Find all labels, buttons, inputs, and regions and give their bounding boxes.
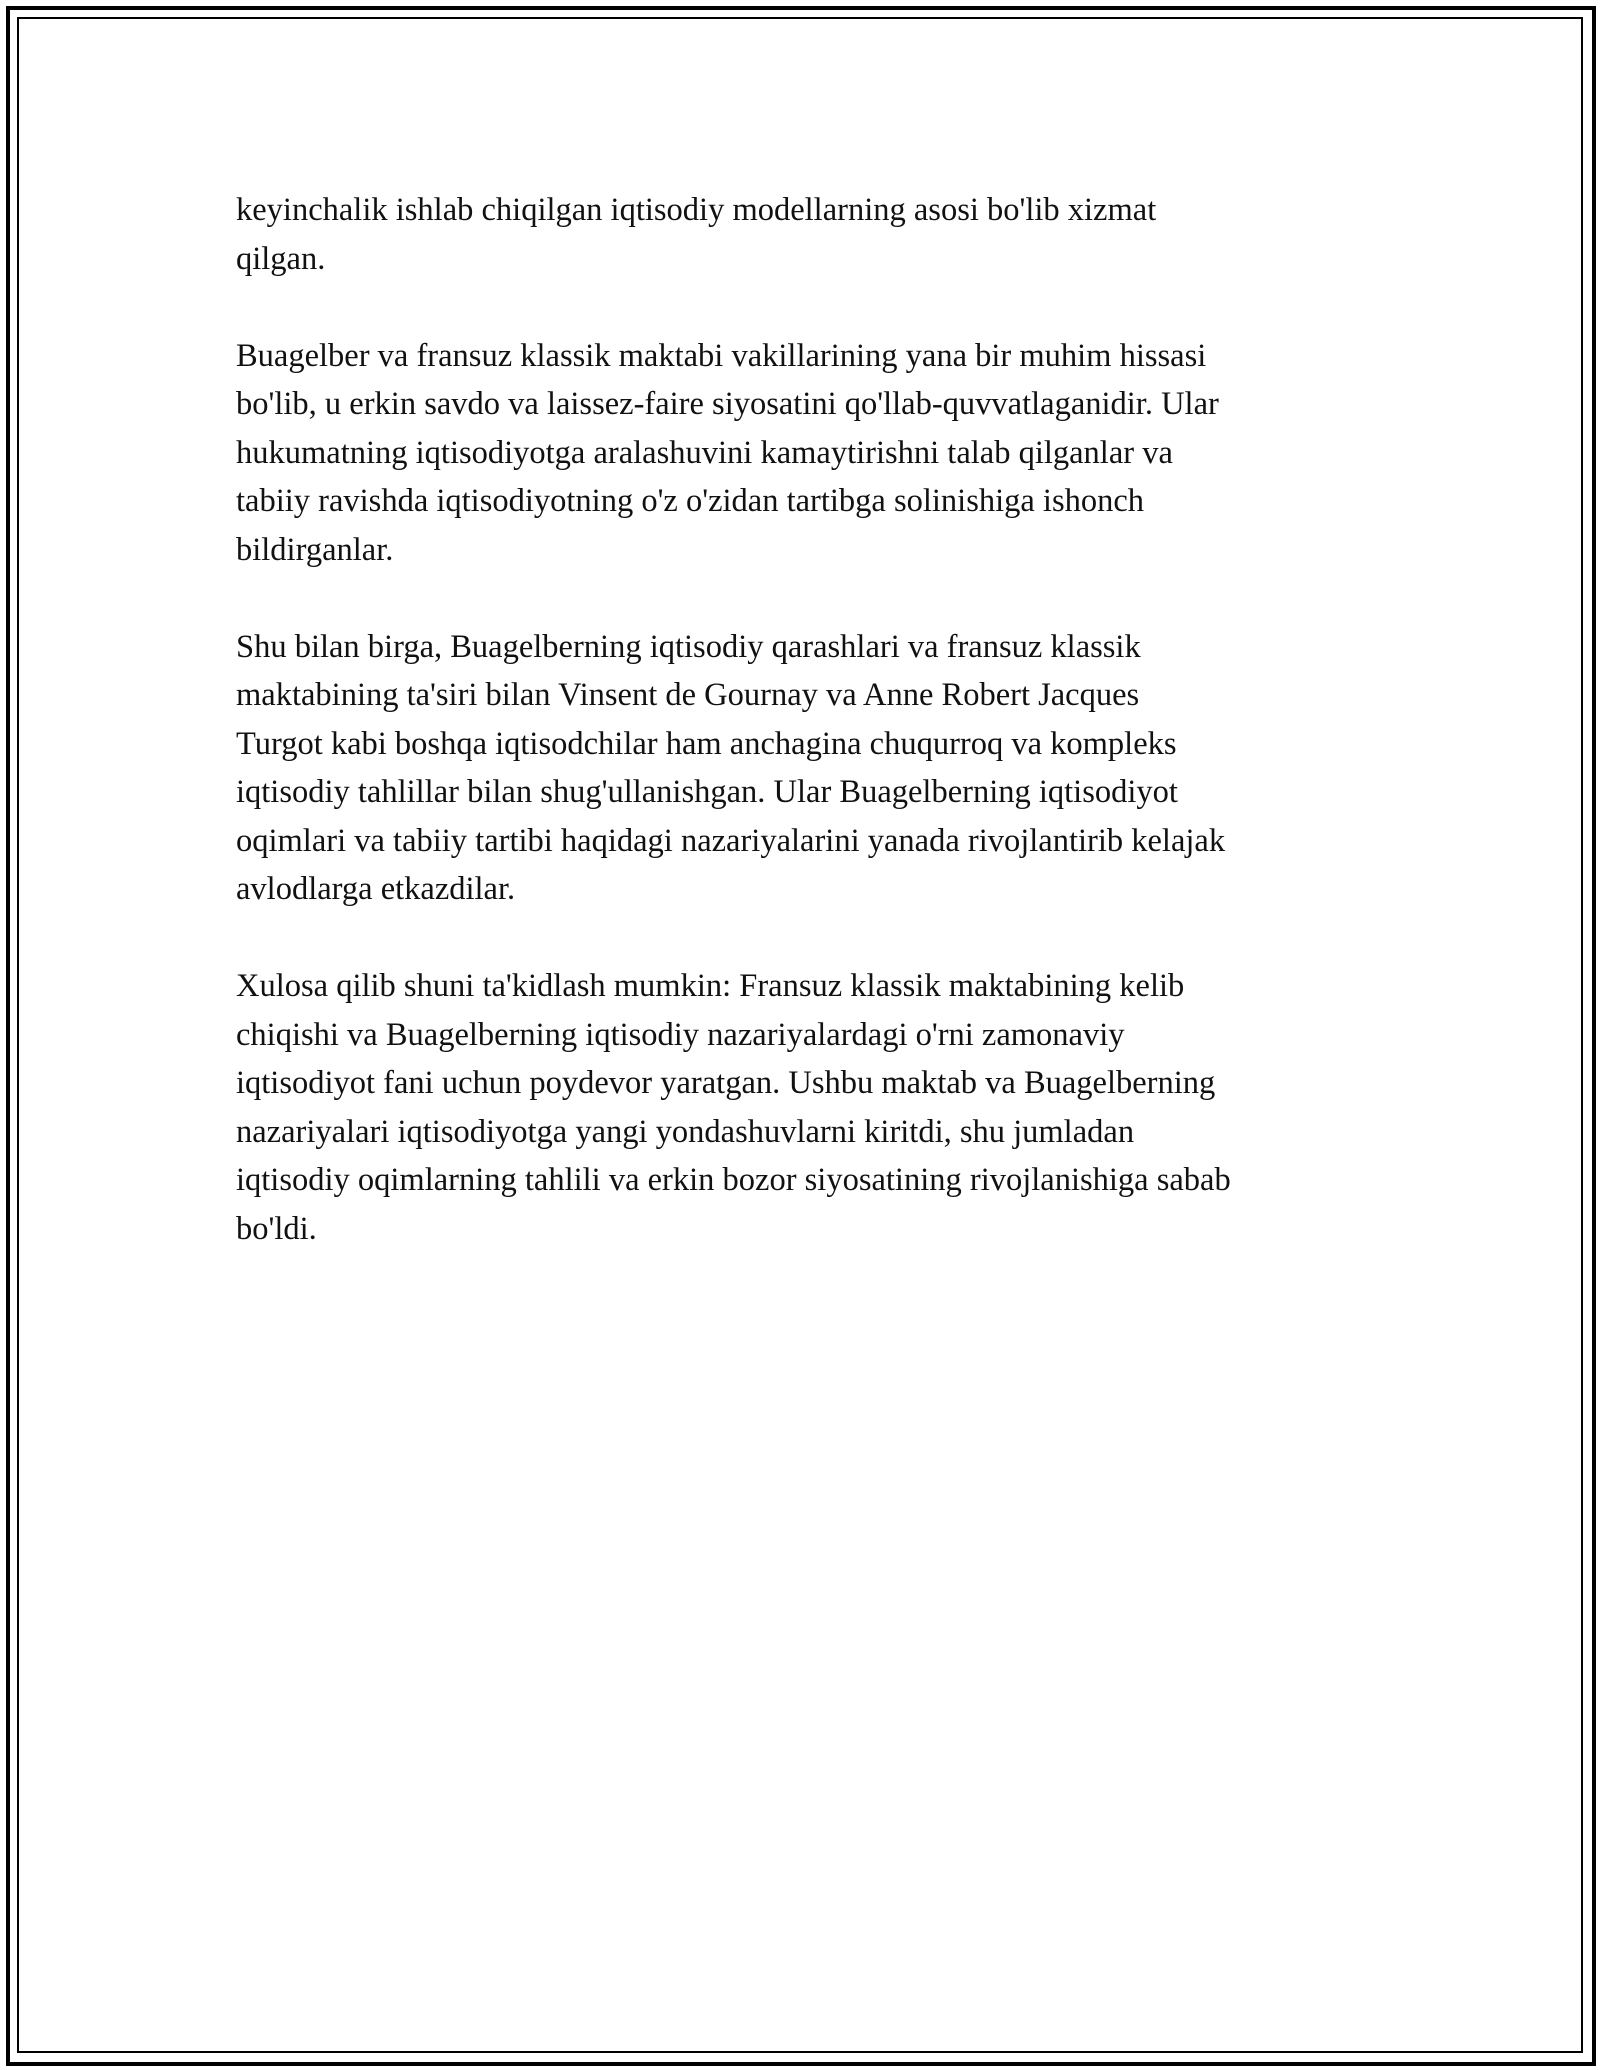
document-body xyxy=(236,186,1366,1302)
paragraph-4: Xulosa qilib shuni ta'kidlash mumkin: Fransuz klassik maktabining kelib chiqishi va Buagelberning iqtisodiy nazariyalardagi o'rni zamonaviy iqtisodiyot fani uchun poydevor yaratgan. Ushbu maktab va Buagelberning nazariyalari iqtisodiyotga yangi yondashuvlarni kiritdi, shu jumladan iqtisodiy oqimlarning tahlili va erkin bozor siyosatining rivojlanishiga sabab bo'ldi. xyxy=(236,968,1231,1247)
paragraph-2: Buagelber va fransuz klassik maktabi vakillarining yana bir muhim hissasi bo'lib, u erkin savdo va laissez-faire siyosatini qo'llab-quvvatlaganidir. Ular hukumatning iqtisodiyotga aralashuvini kamaytirishni talab qilganlar va tabiiy ravishda iqtisodiyotning o'z o'zidan tartibga solinishiga ishonch bildirganlar. xyxy=(236,337,1219,568)
paragraph-1: keyinchalik ishlab chiqilgan iqtisodiy modellarning asosi bo'lib xizmat qilgan. xyxy=(236,192,1157,277)
paragraph-3: Shu bilan birga, Buagelberning iqtisodiy qarashlari va fransuz klassik maktabining ta'siri bilan Vinsent de Gournay va Anne Robert Jacques Turgot kabi boshqa iqtisodchilar ham anchagina chuqurroq va kompleks iqtisodiy tahlillar bilan shug'ullanishgan. Ular Buagelberning iqtisodiyot oqimlari va tabiiy tartibi haqidagi nazariyalarini yanada rivojlantirib kelajak avlodlarga etkazdilar. xyxy=(236,628,1226,907)
